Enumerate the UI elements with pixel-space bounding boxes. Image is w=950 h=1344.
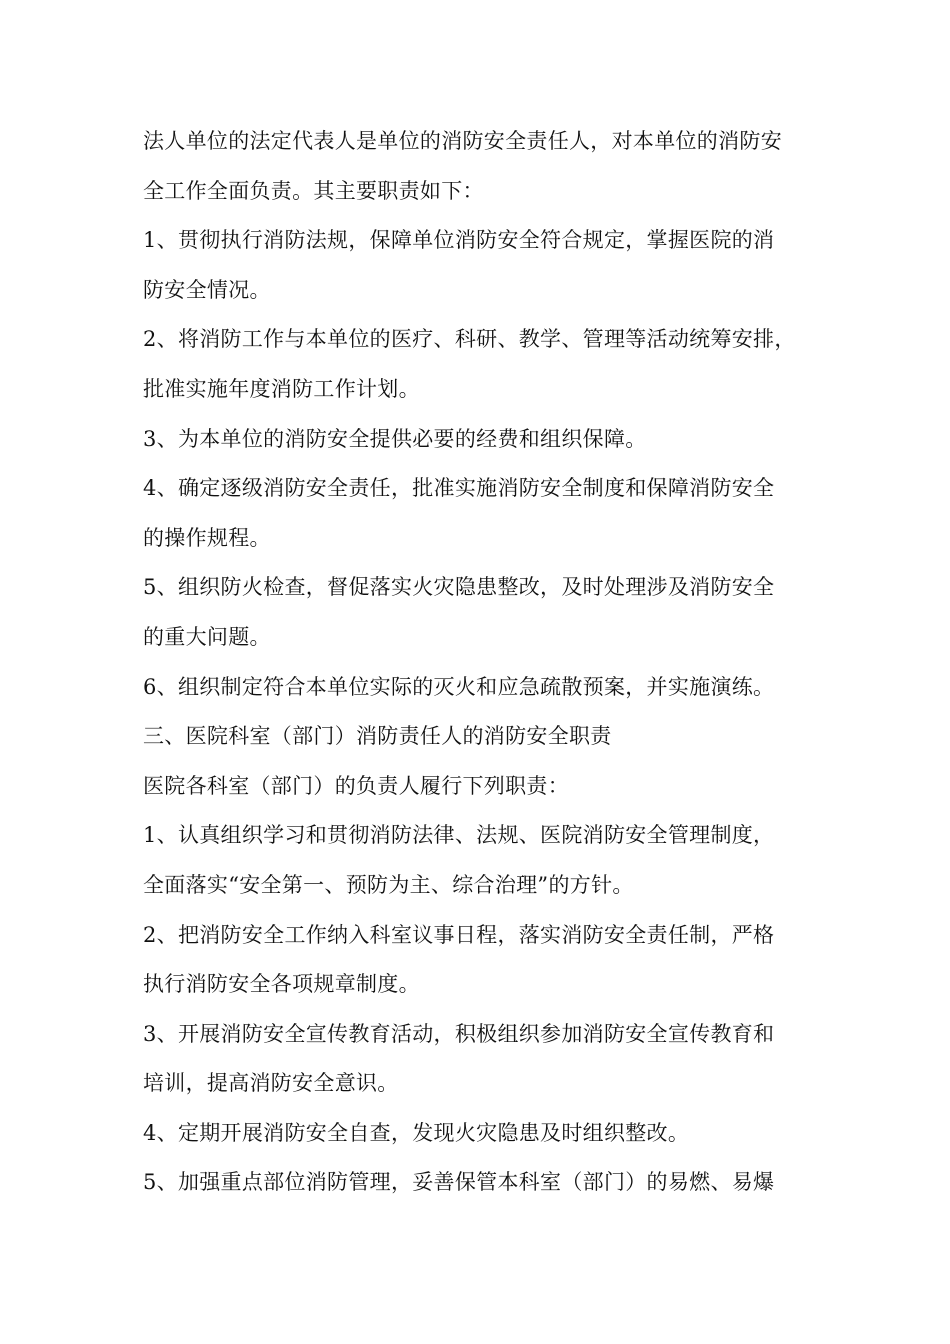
text-line: 4、确定逐级消防安全责任，批准实施消防安全制度和保障消防安全: [143, 476, 775, 501]
text-line: 全面落实“安全第一、预防为主、综合治理”的方针。: [143, 872, 634, 897]
text-line: 1、贯彻执行消防法规，保障单位消防安全符合规定，掌握医院的消: [143, 228, 775, 253]
text-line: 执行消防安全各项规章制度。: [143, 972, 420, 997]
text-line: 法人单位的法定代表人是单位的消防安全责任人，对本单位的消防安: [143, 129, 782, 153]
text-line: 培训，提高消防安全意识。: [143, 1071, 399, 1096]
text-line: 3、为本单位的消防安全提供必要的经费和组织保障。: [143, 426, 647, 451]
text-line: 2、把消防安全工作纳入科室议事日程，落实消防安全责任制，严格: [143, 922, 775, 947]
text-line: 的操作规程。: [143, 525, 271, 550]
text-line: 5、加强重点部位消防管理，妥善保管本科室（部门）的易燃、易爆: [143, 1170, 775, 1195]
text-line: 2、将消防工作与本单位的医疗、科研、教学、管理等活动统筹安排，: [143, 327, 796, 352]
section-heading: 三、医院科室（部门）消防责任人的消防安全职责: [143, 724, 612, 749]
text-line: 防安全情况。: [143, 277, 271, 302]
document-body: [143, 117, 823, 1208]
text-line: 全工作全面负责。其主要职责如下：: [143, 178, 484, 203]
text-line: 4、定期开展消防安全自查，发现火灾隐患及时组织整改。: [143, 1120, 690, 1145]
text-line: 1、认真组织学习和贯彻消防法律、法规、医院消防安全管理制度，: [143, 823, 775, 848]
text-line: 3、开展消防安全宣传教育活动，积极组织参加消防安全宣传教育和: [143, 1021, 775, 1046]
text-line: 的重大问题。: [143, 624, 271, 649]
text-line: 医院各科室（部门）的负责人履行下列职责：: [143, 773, 569, 798]
text-line: 批准实施年度消防工作计划。: [143, 376, 420, 401]
text-line: 5、组织防火检查，督促落实火灾隐患整改，及时处理涉及消防安全: [143, 575, 775, 600]
text-line: 6、组织制定符合本单位实际的灭火和应急疏散预案，并实施演练。: [143, 674, 775, 699]
